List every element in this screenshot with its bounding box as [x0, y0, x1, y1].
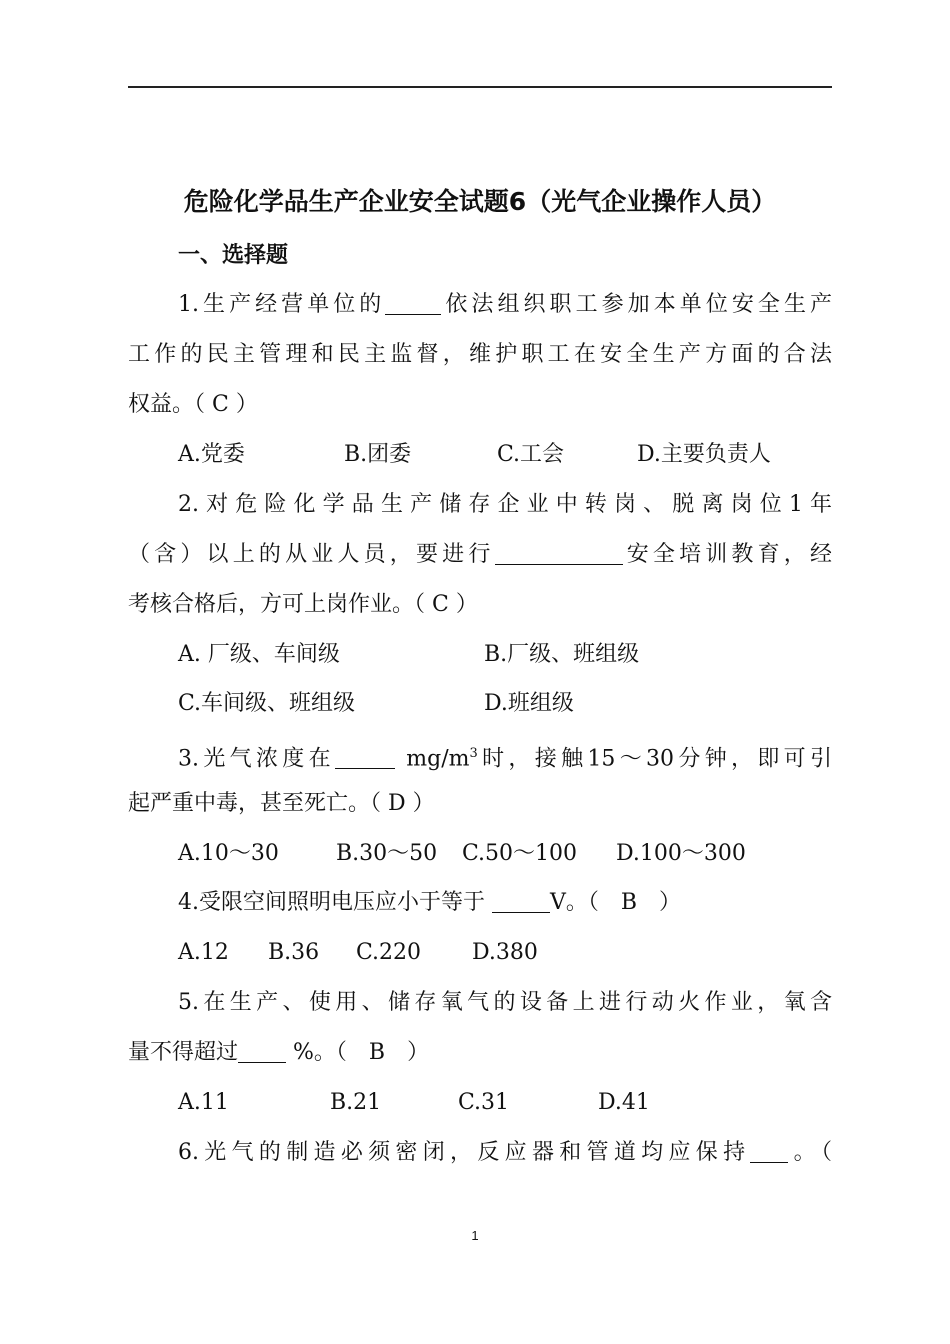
q4-option-d: D.380: [472, 940, 538, 965]
q1-option-b: B.团委: [344, 442, 412, 467]
q5-option-d: D.41: [598, 1090, 650, 1115]
q6-line-1: 6.光气的制造必须密闭，反应器和管道均应保持 。（: [178, 1140, 832, 1165]
q4-blank: [492, 888, 550, 913]
q2-option-c: C.车间级、班组级: [178, 691, 356, 716]
q6-blank: [750, 1138, 788, 1163]
page-number: 1: [471, 1228, 479, 1243]
q3-line-1: 3.光气浓度在 $mg/m^3$时，接触15～30分钟，即可引: [178, 746, 832, 772]
q4-option-c: C.220: [356, 940, 422, 965]
q1-blank: [385, 290, 441, 315]
q5-option-b: B.21: [330, 1090, 382, 1115]
q4-option-a: A.12: [178, 940, 229, 965]
q2-line-3: 考核合格后，方可上岗作业。（ C ）: [128, 592, 478, 617]
q1-option-c: C.工会: [497, 442, 565, 467]
q1-line-1: 1.生产经营单位的 依法组织职工参加本单位安全生产: [178, 292, 832, 317]
q5-blank: [238, 1038, 286, 1063]
q1-line-2: 工作的民主管理和民主监督，维护职工在安全生产方面的合法: [128, 342, 832, 367]
q5-line-1: 5.在生产、使用、储存氧气的设备上进行动火作业，氧含: [178, 990, 832, 1015]
document-title: 危险化学品生产企业安全试题6（光气企业操作人员）: [183, 187, 777, 216]
q2-option-b: B.厂级、班组级: [484, 642, 640, 667]
q5-option-a: A.11: [178, 1090, 229, 1115]
q3-blank: [335, 744, 395, 769]
header-rule: [128, 86, 832, 88]
q2-line-1: 2.对危险化学品生产储存企业中转岗、脱离岗位1年: [178, 492, 832, 517]
q3-line-2: 起严重中毒，甚至死亡。（ D ）: [128, 791, 435, 816]
q5-line-2: 量不得超过 %。（ B ）: [128, 1040, 430, 1065]
q3-option-a: A.10～30: [178, 841, 279, 866]
q2-option-d: D.班组级: [484, 691, 574, 716]
q4-line-1: 4.受限空间照明电压应小于等于 V。（ B ）: [178, 890, 682, 915]
q1-line-3: 权益。（ C ）: [128, 392, 258, 417]
q2-blank: [495, 540, 623, 565]
q3-option-d: D.100～300: [616, 841, 746, 866]
q2-option-a: A. 厂级、车间级: [178, 642, 340, 667]
q4-option-b: B.36: [268, 940, 320, 965]
q2-line-2: （含）以上的从业人员，要进行 安全培训教育，经: [128, 542, 832, 567]
q1-option-a: A.党委: [178, 442, 245, 467]
q5-option-c: C.31: [458, 1090, 510, 1115]
q3-option-b: B.30～50: [336, 841, 438, 866]
q1-option-d: D.主要负责人: [637, 442, 771, 467]
section-heading: 一、选择题: [178, 243, 289, 268]
q3-option-c: C.50～100: [462, 841, 578, 866]
